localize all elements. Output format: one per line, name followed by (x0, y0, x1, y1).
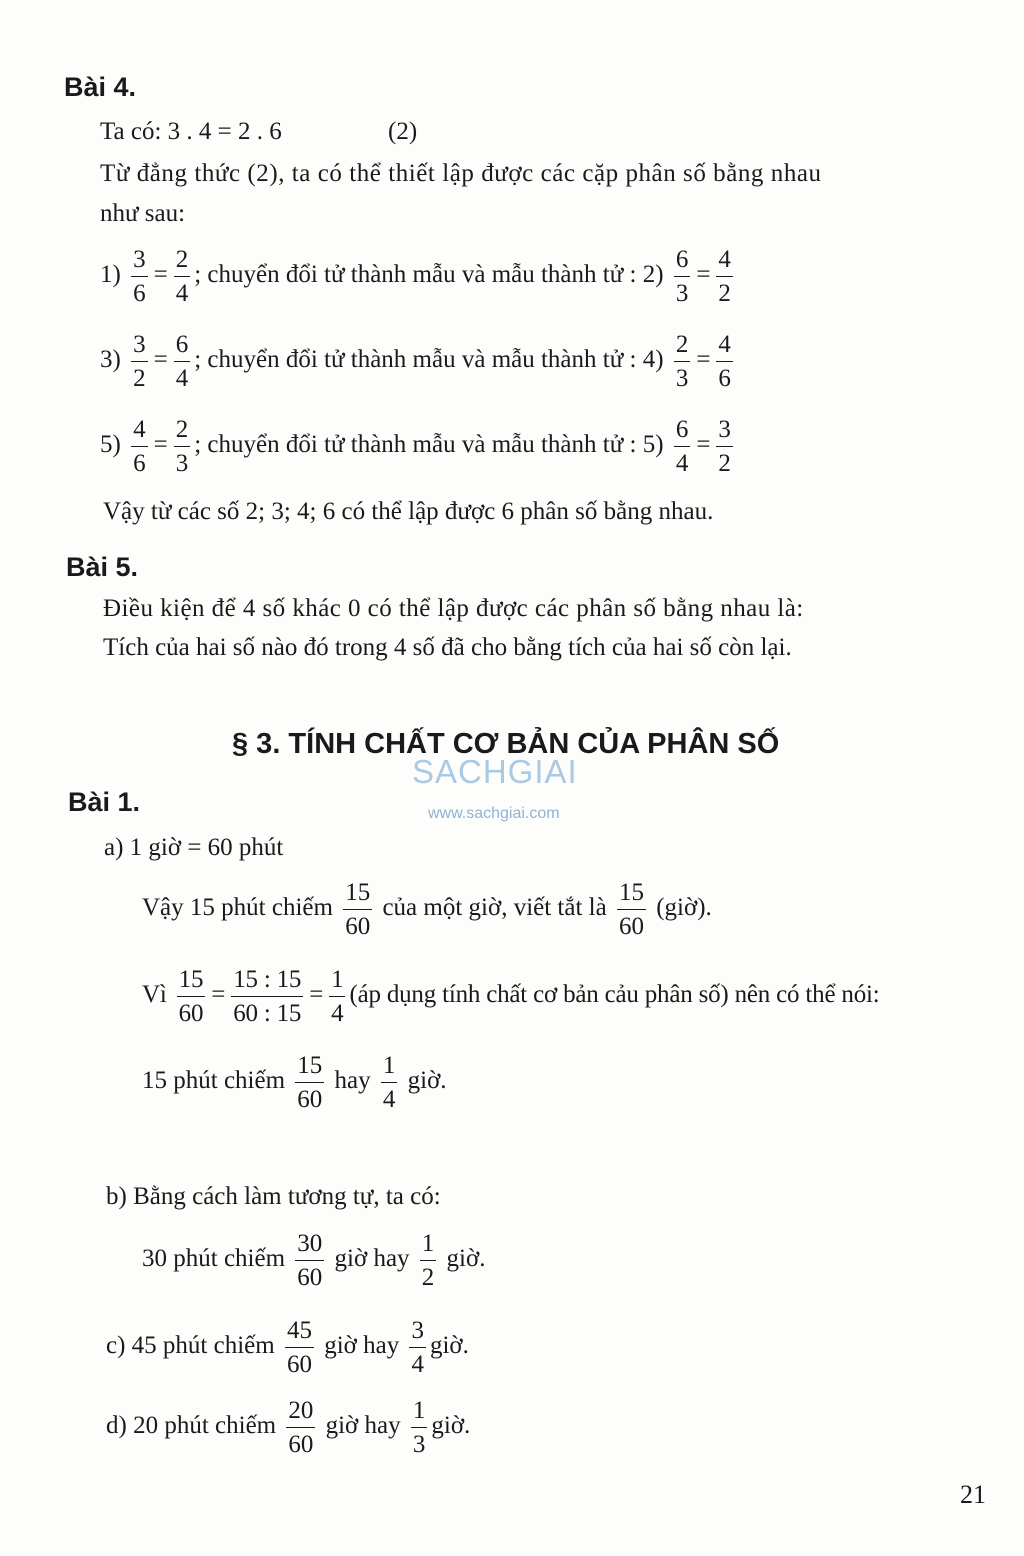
bai1-a-line2: Vì $\frac{15}{60}$ = $\frac{15 : 15}{60 : 15}$ = $\frac{1}{4}$ (áp dụng tính chất cơ bản cảu phân số) nên có thể nói: (142, 966, 880, 1027)
text: 15 phút chiếm (142, 1067, 286, 1095)
fraction: $\frac{4}{6}$ (133, 416, 146, 477)
bai4-ta-co (100, 118, 417, 146)
bai1-b-label: b) Bằng cách làm tương tự, ta có: (106, 1183, 441, 1210)
row-label: 5) (100, 431, 121, 459)
text: c) 45 phút chiếm (106, 1332, 275, 1360)
row-label: 3) (100, 346, 121, 374)
fraction: $\frac{3}{2}$ (133, 331, 146, 392)
fraction: $\frac{2}{3}$ (675, 331, 689, 392)
row-text: ; chuyển đổi tử thành mẫu và mẫu thành tử : 5) (194, 431, 664, 459)
fraction: $\frac{6}{4}$ (175, 331, 189, 392)
watermark-logo: SACHGIAI (412, 753, 578, 790)
row-text: ; chuyển đổi tử thành mẫu và mẫu thành tử : 4) (194, 346, 664, 374)
bai4-heading: Bài 4. (64, 72, 137, 102)
fraction: $\frac{15}{60}$ (297, 1052, 323, 1113)
text: giờ. (429, 1332, 469, 1360)
text: giờ. (446, 1245, 486, 1273)
fraction: $\frac{1}{4}$ (382, 1052, 396, 1113)
text: của một giờ, viết tắt là (382, 894, 607, 922)
fraction: $\frac{3}{6}$ (133, 246, 146, 307)
section-title: § 3. TÍNH CHẤT CƠ BẢN CỦA PHÂN SỐ (232, 728, 780, 760)
fraction: $\frac{15}{60}$ (345, 879, 371, 940)
text: Vậy 15 phút chiếm (142, 894, 333, 922)
bai4-conclusion: Vậy từ các số 2; 3; 4; 6 có thể lập được 6 phân số bằng nhau. (103, 498, 714, 525)
text: giờ hay (325, 1412, 401, 1440)
fraction: $\frac{1}{4}$ (331, 966, 344, 1027)
bai4-intro-line1: Từ đẳng thức (2), ta có thể thiết lập được các cặp phân số bằng nhau (100, 160, 822, 187)
bai1-c-line (106, 1318, 469, 1377)
page-number: 21 (960, 1480, 986, 1509)
bai1-b-line (142, 1231, 485, 1290)
bai1-a-label: a) 1 giờ = 60 phút (104, 834, 284, 861)
bai5-line2: Tích của hai số nào đó trong 4 số đã cho bằng tích của hai số còn lại. (103, 634, 792, 661)
bai5-heading: Bài 5. (66, 552, 139, 582)
bai4-row-2: 3) $\frac{3}{2}$ = $\frac{6}{4}$ ; chuyển đổi tử thành mẫu và mẫu thành tử : 4) $\frac{2}{3}$ = $\frac{4}{6}$ (100, 331, 731, 392)
fraction: $\frac{3}{4}$ (411, 1317, 424, 1378)
row-text: ; chuyển đổi tử thành mẫu và mẫu thành tử : 2) (194, 261, 664, 289)
watermark-url: www.sachgiai.com (428, 805, 560, 822)
bai4-intro-line2: như sau: (100, 200, 186, 227)
text: (giờ). (656, 894, 712, 922)
fraction: $\frac{1}{2}$ (421, 1230, 435, 1291)
bai1-d-line (106, 1398, 470, 1457)
fraction: $\frac{1}{3}$ (412, 1397, 426, 1458)
bai4-row-3: 5) $\frac{4}{6}$ = $\frac{2}{3}$ ; chuyển đổi tử thành mẫu và mẫu thành tử : 5) $\frac{6}{4}$ = $\frac{3}{2}$ (100, 416, 731, 477)
fraction: $\frac{2}{3}$ (175, 416, 189, 477)
text: giờ hay (324, 1332, 400, 1360)
text: 30 phút chiếm (142, 1245, 286, 1273)
text: d) 20 phút chiếm (106, 1412, 277, 1440)
bai4-row-1: 1) $\frac{3}{6}$ = $\frac{2}{4}$ ; chuyển đổi tử thành mẫu và mẫu thành tử : 2) $\frac{6}{3}$ = $\frac{4}{2}$ (100, 246, 731, 307)
text: Vì (142, 981, 167, 1009)
fraction: $\frac{6}{3}$ (675, 246, 689, 307)
bai1-a-line1 (142, 880, 712, 939)
text: giờ. (431, 1412, 471, 1440)
fraction: $\frac{20}{60}$ (288, 1397, 314, 1458)
fraction: $\frac{4}{6}$ (718, 331, 731, 392)
fraction: $\frac{15 : 15}{60 : 15}$ (233, 966, 302, 1027)
fraction: $\frac{15}{60}$ (178, 966, 204, 1027)
fraction: $\frac{3}{2}$ (718, 416, 731, 477)
text: giờ. (407, 1067, 447, 1095)
fraction: $\frac{4}{2}$ (718, 246, 731, 307)
bai4-ta-co-tag: (2) (388, 118, 418, 145)
row-label: 1) (100, 261, 121, 289)
bai4-ta-co-text: Ta có: 3 . 4 = 2 . 6 (100, 118, 282, 145)
fraction: $\frac{6}{4}$ (675, 416, 689, 477)
fraction: $\frac{2}{4}$ (175, 246, 189, 307)
bai1-heading: Bài 1. (68, 787, 141, 817)
text: (áp dụng tính chất cơ bản cảu phân số) nên có thể nói: (349, 981, 880, 1009)
bai5-line1: Điều kiện để 4 số khác 0 có thể lập được các phân số bằng nhau là: (103, 595, 804, 622)
bai1-a-line3 (142, 1053, 447, 1112)
text: giờ hay (334, 1245, 410, 1273)
fraction: $\frac{45}{60}$ (286, 1317, 312, 1378)
text: hay (334, 1067, 371, 1095)
fraction: $\frac{15}{60}$ (618, 879, 644, 940)
fraction: $\frac{30}{60}$ (297, 1230, 323, 1291)
